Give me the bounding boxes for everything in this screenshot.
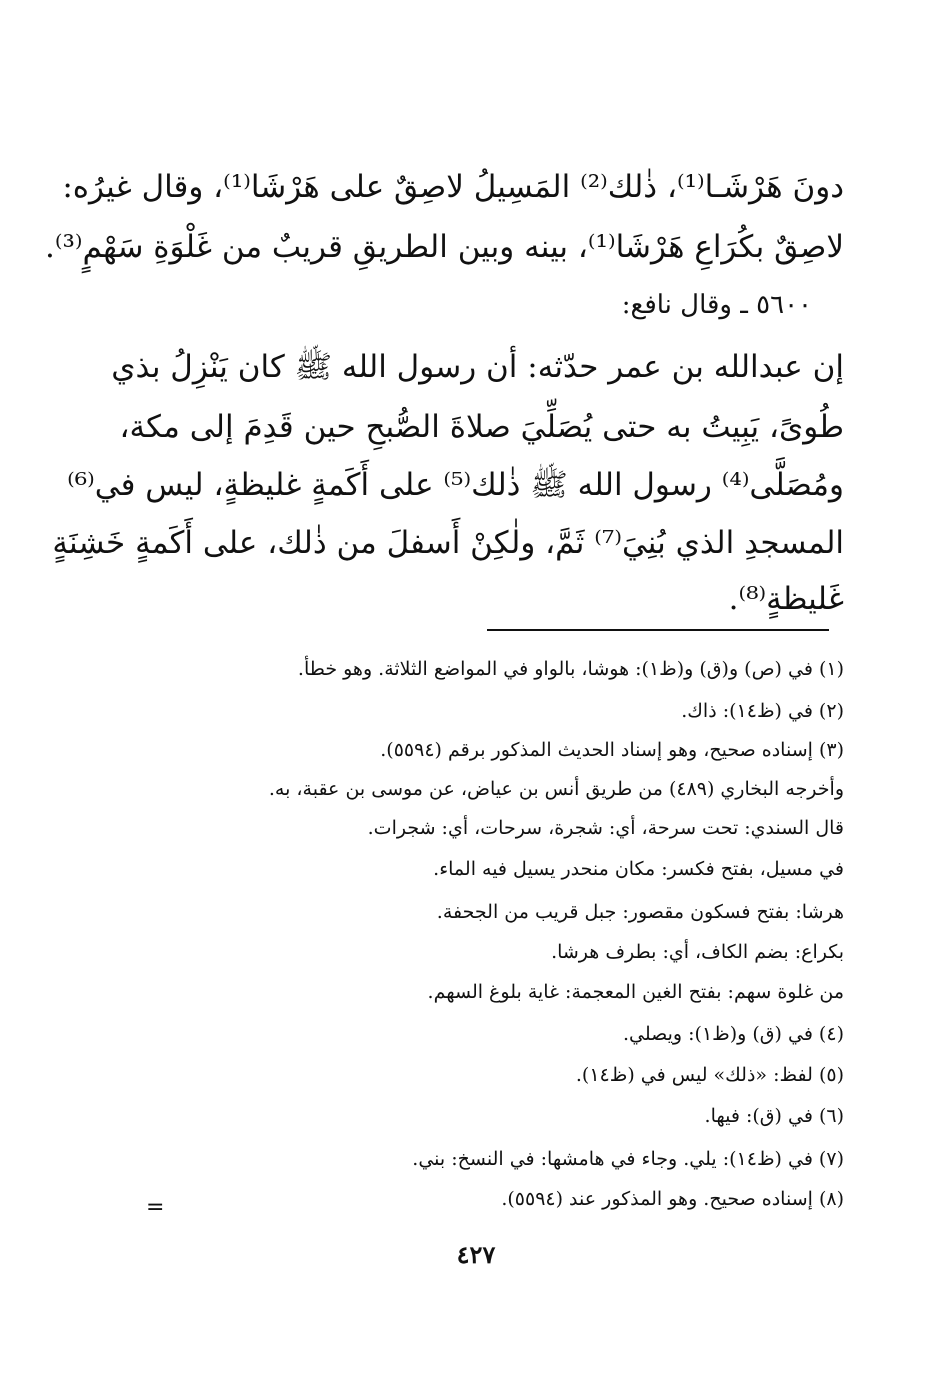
footnote-6: (٦) في (ق): فيها. (704, 1105, 844, 1127)
footnote-separator (487, 629, 829, 631)
main-text-line-7: المسجدِ الذي بُنِيَ⁽⁷⁾ ثَمَّ، ولٰكِنْ أَسفلَ من ذٰلك، على أَكَمةٍ خَشِنَةٍ (52, 525, 844, 561)
footnote-8: (٨) إسناده صحيح. وهو المذكور عند (٥٥٩٤). (501, 1188, 844, 1210)
page-number: ٤٢٧ (456, 1240, 496, 1269)
footnote-3-continued: هرشا: بفتح فسكون مقصور: جبل قريب من الجحفة. (436, 901, 844, 923)
footnote-3-continued: قال السندي: تحت سرحة، أي: شجرة، سرحات، أي: شجرات. (367, 817, 844, 839)
footnote-3-continued: في مسيل، بفتح فكسر: مكان منحدر يسيل فيه الماء. (433, 858, 844, 880)
main-text-line-6: ومُصَلَّى⁽⁴⁾ رسول الله ﷺ ذٰلك⁽⁵⁾ على أَكَمةٍ غليظةٍ، ليس في⁽⁶⁾ (67, 467, 844, 503)
footnote-3-continued: بكراع: بضم الكاف، أي: بطرف هرشا. (551, 941, 844, 963)
footnote-4: (٤) في (ق) و(ظ١): ويصلي. (622, 1023, 844, 1045)
footnote-2: (٢) في (ظ١٤): ذاك. (681, 700, 844, 722)
footnote-5: (٥) لفظ: «ذلك» ليس في (ظ١٤). (575, 1064, 844, 1086)
hadith-number-line: ٥٦٠٠ ـ وقال نافع: (621, 290, 812, 320)
main-text-line-5: طُوىً، يَبِيتُ به حتى يُصَلِّيَ صلاةَ الصُّبحِ حين قَدِمَ إلى مكة، (119, 409, 844, 445)
footnote-3-continued: وأخرجه البخاري (٤٨٩) من طريق أنس بن عياض، عن موسى بن عقبة، به. (268, 778, 844, 800)
footnote-7: (٧) في (ظ١٤): يلي. وجاء في هامشها: في النسخ: بني. (412, 1148, 844, 1170)
continuation-mark: = (146, 1195, 165, 1220)
footnote-1: (١) في (ص) و(ق) و(ظ١): هوشا، بالواو في المواضع الثلاثة. وهو خطأ. (297, 658, 844, 680)
main-text-line-2: لاصِقٌ بكُرَاعِ هَرْشَا⁽¹⁾، بينه وبين الطريقِ قريبٌ من غَلْوَةِ سَهْمٍ⁽³⁾. (45, 229, 844, 265)
main-text-line-8: غَليظةٍ⁽⁸⁾. (728, 581, 844, 617)
footnote-3: (٣) إسناده صحيح، وهو إسناد الحديث المذكور برقم (٥٥٩٤). (380, 739, 844, 761)
main-text-line-4: إن عبدالله بن عمر حدّثه: أن رسول الله ﷺ كان يَنْزِلُ بذي (111, 349, 844, 385)
footnote-3-continued: من غلوة سهم: بفتح الغين المعجمة: غاية بلوغ السهم. (427, 981, 844, 1003)
main-text-line-1: دونَ هَرْشَـا⁽¹⁾، ذٰلك⁽²⁾ المَسِيلُ لاصِقٌ على هَرْشَا⁽¹⁾، وقال غيرُه: (62, 169, 844, 205)
